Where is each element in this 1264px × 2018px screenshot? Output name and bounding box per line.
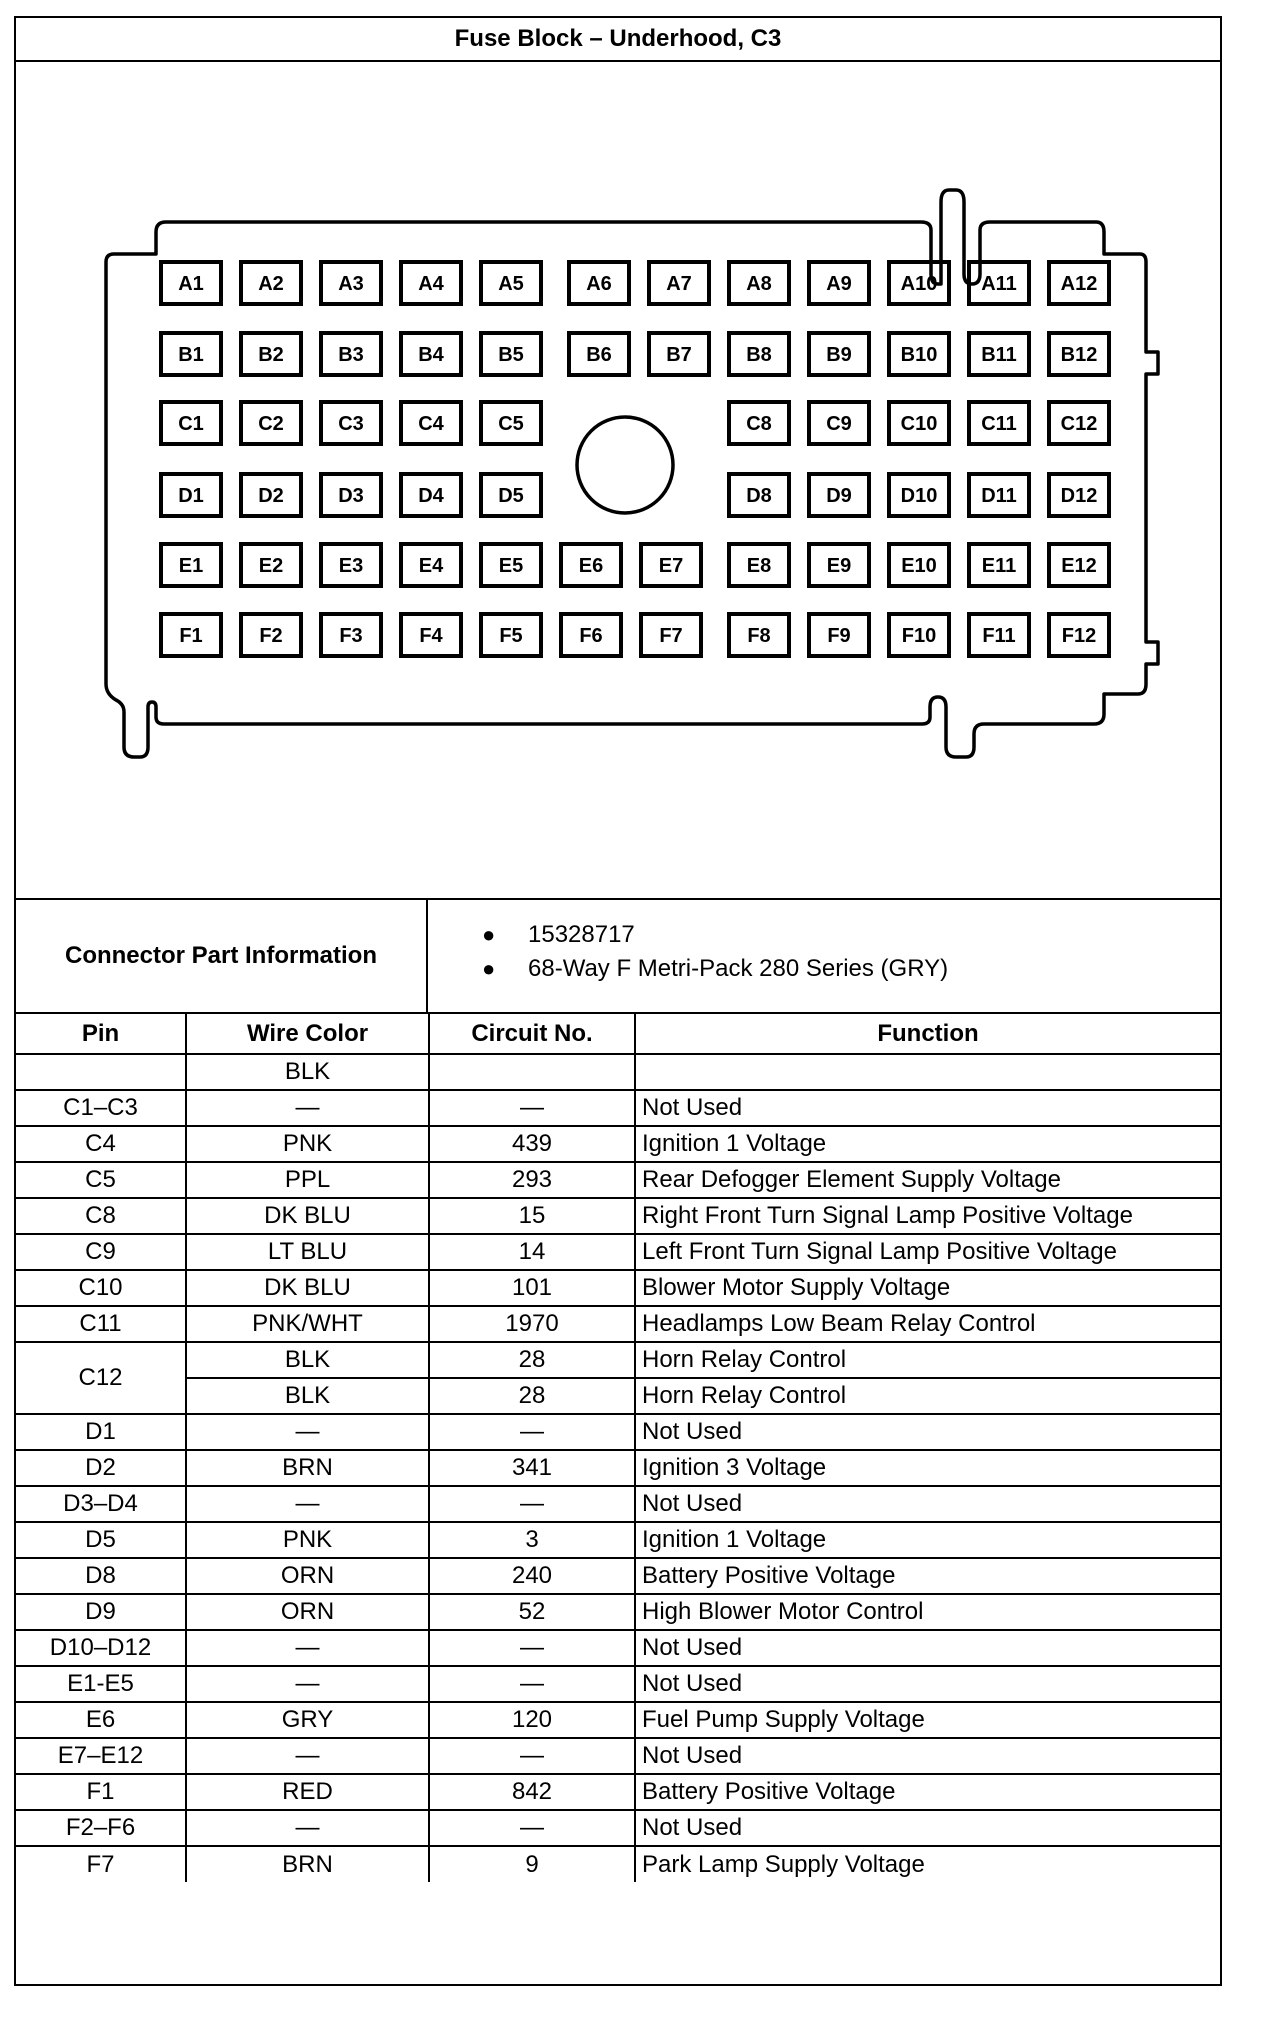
pin-cell: C11 xyxy=(16,1306,186,1342)
cavity-label-d4: D4 xyxy=(418,485,444,507)
function-cell: Ignition 1 Voltage xyxy=(635,1522,1220,1558)
cavity-label-d1: D1 xyxy=(178,485,204,507)
wire-color-cell: — xyxy=(186,1090,429,1126)
cavity-label-b7: B7 xyxy=(666,344,692,366)
function-cell xyxy=(635,1054,1220,1090)
cavity-label-d9: D9 xyxy=(826,485,852,507)
cavity-label-f12: F12 xyxy=(1061,625,1097,647)
wire-color-cell: PNK xyxy=(186,1522,429,1558)
cavity-label-f4: F4 xyxy=(419,625,443,647)
wire-color-cell: — xyxy=(186,1810,429,1846)
table-row xyxy=(16,1342,1220,1378)
circuit-cell: — xyxy=(429,1414,635,1450)
circuit-cell: 439 xyxy=(429,1126,635,1162)
circuit-cell: 842 xyxy=(429,1774,635,1810)
circuit-cell: — xyxy=(429,1810,635,1846)
wire-color-cell: BLK xyxy=(186,1378,429,1414)
pin-cell: D3–D4 xyxy=(16,1486,186,1522)
table-row xyxy=(16,1522,1220,1558)
function-cell: Not Used xyxy=(635,1090,1220,1126)
function-cell: Ignition 1 Voltage xyxy=(635,1126,1220,1162)
table-row xyxy=(16,1738,1220,1774)
table-row xyxy=(16,1666,1220,1702)
wire-color-cell: — xyxy=(186,1738,429,1774)
function-cell: Horn Relay Control xyxy=(635,1342,1220,1378)
cavity-label-a2: A2 xyxy=(258,273,284,295)
cavity-label-c2: C2 xyxy=(258,413,284,435)
table-row xyxy=(16,1198,1220,1234)
connector-part-info xyxy=(16,900,1220,1014)
wire-color-cell: BRN xyxy=(186,1450,429,1486)
cavity-label-b2: B2 xyxy=(258,344,284,366)
cavity-label-b12: B12 xyxy=(1060,344,1098,366)
circuit-cell: — xyxy=(429,1666,635,1702)
circuit-cell: 293 xyxy=(429,1162,635,1198)
cavity-label-f6: F6 xyxy=(579,625,603,647)
cavity-label-d10: D10 xyxy=(900,485,938,507)
bullet-icon: ● xyxy=(482,956,496,981)
cavity-label-b10: B10 xyxy=(900,344,938,366)
table-row xyxy=(16,1234,1220,1270)
function-cell: Battery Positive Voltage xyxy=(635,1774,1220,1810)
function-cell: Not Used xyxy=(635,1630,1220,1666)
cavity-label-b6: B6 xyxy=(586,344,612,366)
cavity-label-e5: E5 xyxy=(498,555,524,577)
function-cell: Battery Positive Voltage xyxy=(635,1558,1220,1594)
circuit-cell: — xyxy=(429,1486,635,1522)
circuit-cell: — xyxy=(429,1090,635,1126)
circuit-cell: 15 xyxy=(429,1198,635,1234)
pin-cell: C8 xyxy=(16,1198,186,1234)
cavity-label-d11: D11 xyxy=(981,485,1017,507)
circuit-cell: 101 xyxy=(429,1270,635,1306)
wire-color-cell: — xyxy=(186,1630,429,1666)
cavity-label-a12: A12 xyxy=(1060,273,1098,295)
cavity-label-a5: A5 xyxy=(498,273,524,295)
cavity-label-e11: E11 xyxy=(981,555,1017,577)
function-cell: Not Used xyxy=(635,1414,1220,1450)
circuit-cell xyxy=(429,1054,635,1090)
table-row xyxy=(16,1162,1220,1198)
table-row xyxy=(16,1774,1220,1810)
pin-cell: C12 xyxy=(16,1342,186,1414)
circuit-cell: 14 xyxy=(429,1234,635,1270)
cavity-label-f1: F1 xyxy=(179,625,203,647)
wire-color-cell: DK BLU xyxy=(186,1270,429,1306)
function-cell: High Blower Motor Control xyxy=(635,1594,1220,1630)
cavity-label-e8: E8 xyxy=(746,555,772,577)
wire-color-cell: — xyxy=(186,1414,429,1450)
cavity-label-c10: C10 xyxy=(900,413,938,435)
function-cell: Horn Relay Control xyxy=(635,1378,1220,1414)
cavity-label-f2: F2 xyxy=(259,625,283,647)
function-cell: Not Used xyxy=(635,1666,1220,1702)
header-pin: Pin xyxy=(16,1014,186,1054)
function-cell: Right Front Turn Signal Lamp Positive Voltage xyxy=(635,1198,1220,1234)
function-cell: Rear Defogger Element Supply Voltage xyxy=(635,1162,1220,1198)
cavity-label-a8: A8 xyxy=(746,273,772,295)
table-row xyxy=(16,1810,1220,1846)
cavity-label-a7: A7 xyxy=(666,273,692,295)
connector-document xyxy=(14,16,1222,1986)
cavity-label-e9: E9 xyxy=(826,555,852,577)
pin-cell: D2 xyxy=(16,1450,186,1486)
cavity-label-e3: E3 xyxy=(338,555,364,577)
cavity-label-f7: F7 xyxy=(659,625,683,647)
cavity-label-a10: A10 xyxy=(900,273,938,295)
connector-center-post xyxy=(577,417,673,513)
cavity-label-b4: B4 xyxy=(418,344,444,366)
table-row xyxy=(16,1630,1220,1666)
wire-color-cell: DK BLU xyxy=(186,1198,429,1234)
cavity-label-c4: C4 xyxy=(418,413,444,435)
pin-cell: D1 xyxy=(16,1414,186,1450)
document-title: Fuse Block – Underhood, C3 xyxy=(16,18,1220,62)
wire-color-cell: PNK xyxy=(186,1126,429,1162)
cavity-label-e10: E10 xyxy=(901,555,937,577)
connector-part-info-list xyxy=(428,900,1220,1012)
cavity-label-a11: A11 xyxy=(981,273,1017,295)
connector-part-info-label: Connector Part Information xyxy=(16,900,428,1012)
pin-cell: D8 xyxy=(16,1558,186,1594)
circuit-cell: — xyxy=(429,1738,635,1774)
table-row xyxy=(16,1414,1220,1450)
pin-cell: C9 xyxy=(16,1234,186,1270)
cavity-label-e4: E4 xyxy=(418,555,444,577)
table-row xyxy=(16,1054,1220,1090)
cavity-label-a4: A4 xyxy=(418,273,444,295)
header-function: Function xyxy=(635,1014,1220,1054)
table-row xyxy=(16,1846,1220,1882)
table-row xyxy=(16,1486,1220,1522)
wire-color-cell: — xyxy=(186,1486,429,1522)
cavity-label-e1: E1 xyxy=(178,555,204,577)
pin-table xyxy=(16,1014,1220,1882)
cavity-label-d5: D5 xyxy=(498,485,524,507)
function-cell: Not Used xyxy=(635,1738,1220,1774)
pin-cell: C5 xyxy=(16,1162,186,1198)
circuit-cell: 3 xyxy=(429,1522,635,1558)
cavity-label-e6: E6 xyxy=(578,555,604,577)
pin-cell: D5 xyxy=(16,1522,186,1558)
cavity-label-b11: B11 xyxy=(981,344,1017,366)
wire-color-cell: GRY xyxy=(186,1702,429,1738)
circuit-cell: 9 xyxy=(429,1846,635,1882)
wire-color-cell: ORN xyxy=(186,1558,429,1594)
pin-cell: C10 xyxy=(16,1270,186,1306)
cavity-label-f11: F11 xyxy=(982,625,1016,647)
cavity-label-f8: F8 xyxy=(747,625,771,647)
cavity-label-c1: C1 xyxy=(178,413,204,435)
cavity-label-b1: B1 xyxy=(178,344,204,366)
function-cell: Not Used xyxy=(635,1810,1220,1846)
cavity-grid xyxy=(161,262,1109,656)
table-row xyxy=(16,1126,1220,1162)
pin-table-header-row xyxy=(16,1014,1220,1054)
cavity-label-a9: A9 xyxy=(826,273,852,295)
header-circuit-no: Circuit No. xyxy=(429,1014,635,1054)
pin-cell: C1–C3 xyxy=(16,1090,186,1126)
table-row xyxy=(16,1594,1220,1630)
circuit-cell: 120 xyxy=(429,1702,635,1738)
cavity-label-d3: D3 xyxy=(338,485,364,507)
cavity-label-f10: F10 xyxy=(901,625,937,647)
cavity-label-c9: C9 xyxy=(826,413,852,435)
table-row xyxy=(16,1270,1220,1306)
wire-color-cell: PNK/WHT xyxy=(186,1306,429,1342)
cavity-label-d8: D8 xyxy=(746,485,772,507)
cavity-label-a1: A1 xyxy=(178,273,204,295)
cavity-label-c11: C11 xyxy=(981,413,1017,435)
wire-color-cell: RED xyxy=(186,1774,429,1810)
circuit-cell: 28 xyxy=(429,1342,635,1378)
table-row xyxy=(16,1378,1220,1414)
wire-color-cell: BLK xyxy=(186,1342,429,1378)
function-cell: Ignition 3 Voltage xyxy=(635,1450,1220,1486)
connector-diagram xyxy=(16,62,1220,900)
wire-color-cell: BRN xyxy=(186,1846,429,1882)
pin-cell: F2–F6 xyxy=(16,1810,186,1846)
header-wire-color: Wire Color xyxy=(186,1014,429,1054)
pin-cell xyxy=(16,1054,186,1090)
wire-color-cell: PPL xyxy=(186,1162,429,1198)
wire-color-cell: LT BLU xyxy=(186,1234,429,1270)
pin-cell: F1 xyxy=(16,1774,186,1810)
function-cell: Blower Motor Supply Voltage xyxy=(635,1270,1220,1306)
circuit-cell: 240 xyxy=(429,1558,635,1594)
circuit-cell: 341 xyxy=(429,1450,635,1486)
cavity-label-b9: B9 xyxy=(826,344,852,366)
cavity-label-e2: E2 xyxy=(258,555,284,577)
table-row xyxy=(16,1558,1220,1594)
cavity-label-d12: D12 xyxy=(1060,485,1098,507)
cavity-label-f5: F5 xyxy=(499,625,523,647)
circuit-cell: 28 xyxy=(429,1378,635,1414)
pin-cell: F7 xyxy=(16,1846,186,1882)
cavity-label-a6: A6 xyxy=(586,273,612,295)
wire-color-cell: ORN xyxy=(186,1594,429,1630)
cavity-label-c12: C12 xyxy=(1060,413,1098,435)
wire-color-cell: BLK xyxy=(186,1054,429,1090)
pin-cell: E6 xyxy=(16,1702,186,1738)
pin-cell: C4 xyxy=(16,1126,186,1162)
function-cell: Park Lamp Supply Voltage xyxy=(635,1846,1220,1882)
circuit-cell: 52 xyxy=(429,1594,635,1630)
circuit-cell: 1970 xyxy=(429,1306,635,1342)
part-info-text: 15328717 xyxy=(528,921,635,948)
function-cell: Left Front Turn Signal Lamp Positive Voltage xyxy=(635,1234,1220,1270)
bullet-icon: ● xyxy=(482,922,496,947)
part-info-text: 68-Way F Metri-Pack 280 Series (GRY) xyxy=(528,955,949,982)
pin-cell: D9 xyxy=(16,1594,186,1630)
function-cell: Headlamps Low Beam Relay Control xyxy=(635,1306,1220,1342)
cavity-label-b8: B8 xyxy=(746,344,772,366)
pin-cell: D10–D12 xyxy=(16,1630,186,1666)
cavity-label-f9: F9 xyxy=(827,625,851,647)
table-row xyxy=(16,1450,1220,1486)
cavity-label-a3: A3 xyxy=(338,273,364,295)
cavity-label-d2: D2 xyxy=(258,485,284,507)
cavity-label-b5: B5 xyxy=(498,344,524,366)
function-cell: Fuel Pump Supply Voltage xyxy=(635,1702,1220,1738)
pin-cell: E7–E12 xyxy=(16,1738,186,1774)
circuit-cell: — xyxy=(429,1630,635,1666)
pin-cell: E1-E5 xyxy=(16,1666,186,1702)
wire-color-cell: — xyxy=(186,1666,429,1702)
table-row xyxy=(16,1090,1220,1126)
table-row xyxy=(16,1702,1220,1738)
cavity-label-e12: E12 xyxy=(1061,555,1097,577)
cavity-label-e7: E7 xyxy=(658,555,684,577)
cavity-label-c8: C8 xyxy=(746,413,772,435)
cavity-label-c5: C5 xyxy=(498,413,524,435)
cavity-label-f3: F3 xyxy=(339,625,363,647)
function-cell: Not Used xyxy=(635,1486,1220,1522)
cavity-label-b3: B3 xyxy=(338,344,364,366)
cavity-label-c3: C3 xyxy=(338,413,364,435)
connector-face-drawing xyxy=(16,62,1220,898)
table-row xyxy=(16,1306,1220,1342)
